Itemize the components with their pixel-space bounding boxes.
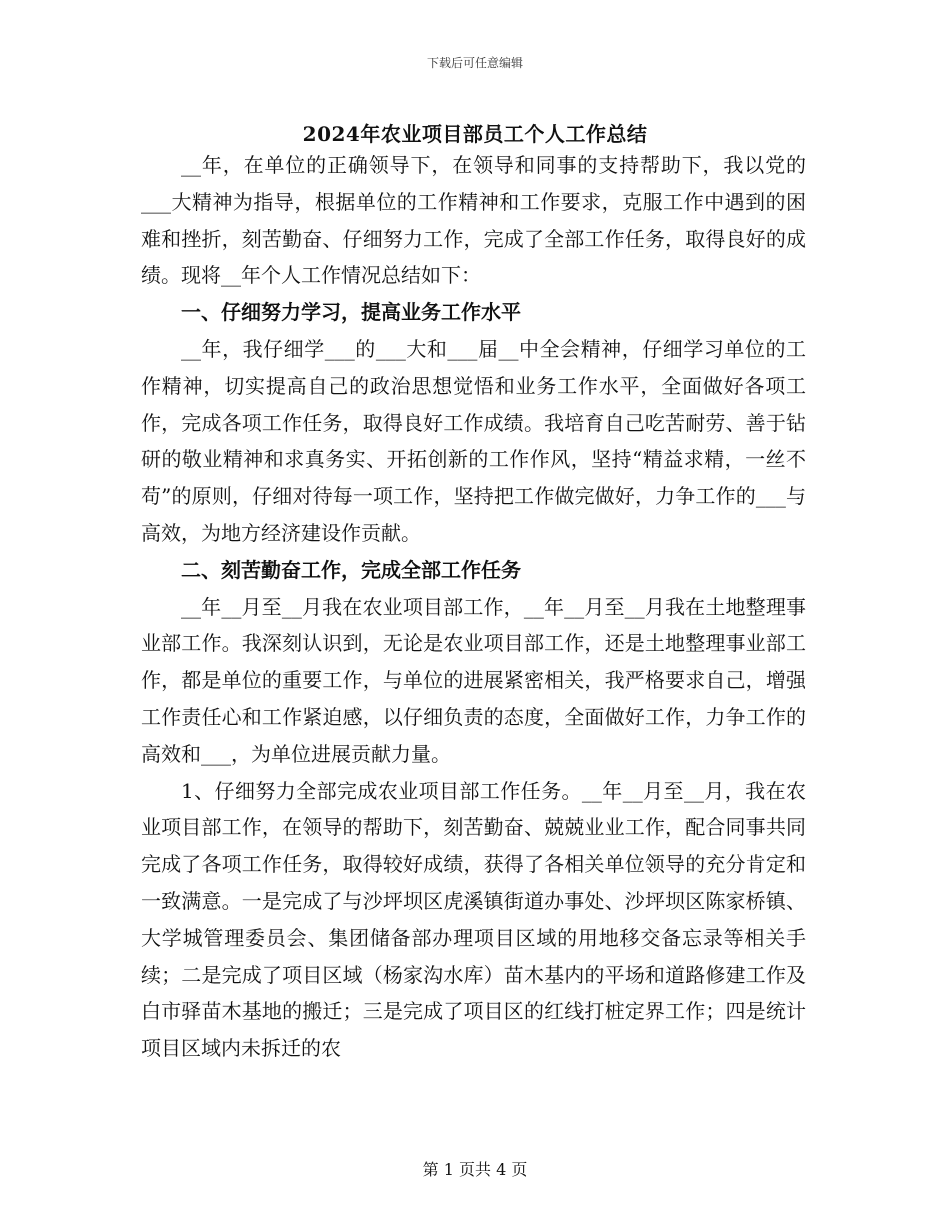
section-heading-2: 二、刻苦勤奋工作，完成全部工作任务 bbox=[181, 557, 521, 582]
section-1-paragraph: __年，我仔细学___的___大和___届__中全会精神，仔细学习单位的工作精神，切实提高自己的政治思想觉悟和业务工作水平，全面做好各项工作，完成各项工作任务，取得良好工作成绩。我培育自己吃苦耐劳、善于钻研的敬业精神和求真务实、开拓创新的工作作风，坚持“精益求精，一丝不苟”的原则，仔细对待每一项工作，坚持把工作做完做好，力争工作的___与高效，为地方经济建设作贡献。 bbox=[141, 336, 806, 545]
section-heading-1: 一、仔细努力学习，提高业务工作水平 bbox=[181, 300, 521, 325]
page-number-footer: 第 1 页共 4 页 bbox=[422, 1160, 528, 1179]
intro-paragraph: __年，在单位的正确领导下，在领导和同事的支持帮助下，我以党的___大精神为指导，根据单位的工作精神和工作要求，克服工作中遇到的困难和挫折，刻苦勤奋、仔细努力工作，完成了全部工作任务，取得良好的成绩。现将__年个人工作情况总结如下： bbox=[141, 153, 806, 288]
document-title: 2024年农业项目部员工个人工作总结 bbox=[302, 122, 648, 146]
section-2-item-1-paragraph: 1、仔细努力全部完成农业项目部工作任务。__年__月至__月，我在农业项目部工作，在领导的帮助下，刻苦勤奋、兢兢业业工作，配合同事共同完成了各项工作任务，取得较好成绩，获得了各相关单位领导的充分肯定和一致满意。一是完成了与沙坪坝区虎溪镇街道办事处、沙坪坝区陈家桥镇、大学城管理委员会、集团储备部办理项目区域的用地移交备忘录等相关手续；二是完成了项目区域（杨家沟水库）苗木基内的平场和道路修建工作及白市驿苗木基地的搬迁；三是完成了项目区的红线打桩定界工作；四是统计项目区域内未拆迁的农 bbox=[141, 778, 806, 1061]
document-body bbox=[141, 147, 806, 1067]
section-2-paragraph: __年__月至__月我在农业项目部工作，__年__月至__月我在土地整理事业部工作。我深刻认识到，无论是农业项目部工作，还是土地整理事业部工作，都是单位的重要工作，与单位的进展紧密相关，我严格要求自己，增强工作责任心和工作紧迫感，以仔细负责的态度，全面做好工作，力争工作的高效和___，为单位进展贡献力量。 bbox=[141, 594, 806, 766]
page-header-note: 下载后可任意编辑 bbox=[426, 56, 523, 70]
